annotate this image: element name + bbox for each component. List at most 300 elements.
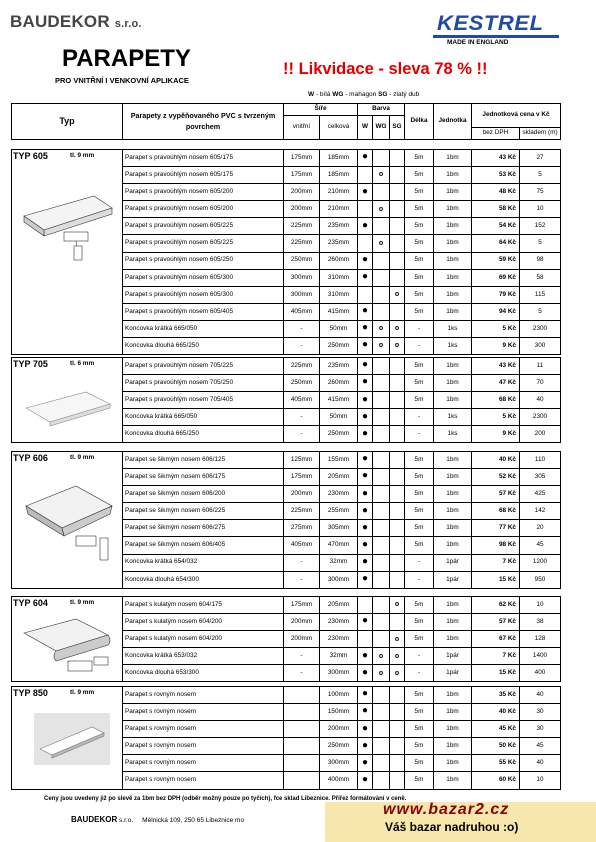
cell-price: 58 Kč [472,201,520,218]
cell-stock: 115 [520,286,561,303]
cell-wg: o [373,665,390,682]
cell-desc: Parapet s pravoúhlým nosem 605/200 [123,201,284,218]
footer-address-text: Mělnická 109, 250 65 Libeznice mo [142,817,245,824]
cell-stock: 2300 [520,409,561,426]
cell-w [358,201,373,218]
cell-wg [373,358,390,375]
cell-wg [373,409,390,426]
company-name-text: BAUDEKOR [10,12,110,31]
cell-unit: 1bm [434,452,472,469]
cell-wg [373,537,390,554]
cell-w [358,286,373,303]
cell-sg [390,503,405,520]
table-row [12,150,561,167]
cell-wg [373,392,390,409]
cell-sg: o [390,338,405,355]
cell-length: 5m [405,704,434,721]
cell-total: 415mm [320,392,358,409]
cell-unit: 1bm [434,738,472,755]
cell-desc: Parapet se šikmým nosem 606/175 [123,469,284,486]
cell-price: 5 Kč [472,409,520,426]
cell-total: 250mm [320,426,358,443]
cell-usable: 300mm [284,269,320,286]
cell-total: 100mm [320,687,358,704]
cell-wg [373,150,390,167]
cell-unit: 1bm [434,286,472,303]
cell-total: 300mm [320,665,358,682]
cell-total: 32mm [320,554,358,571]
cell-total: 230mm [320,614,358,631]
cell-usable: 225mm [284,235,320,252]
cell-unit: 1ks [434,338,472,355]
cell-desc: Parapet s pravoúhlým nosem 705/225 [123,358,284,375]
legend-sg-desc: - zlatý dub [387,91,420,98]
cell-unit: 1bm [434,303,472,320]
cell-w: ● [358,738,373,755]
cell-sg [390,167,405,184]
cell-usable: - [284,409,320,426]
cell-desc: Parapet s pravoúhlým nosem 605/225 [123,235,284,252]
cell-usable: 125mm [284,452,320,469]
cell-sg [390,469,405,486]
col-stock: skladem (m) [520,128,561,140]
type-thickness: tl. 9 mm [70,454,95,461]
cell-w: ● [358,150,373,167]
cell-desc: Koncovka krátká 654/032 [123,554,284,571]
cell-desc: Parapet se šikmým nosem 606/225 [123,503,284,520]
cell-usable: - [284,648,320,665]
cell-price: 79 Kč [472,286,520,303]
cell-usable: 275mm [284,520,320,537]
col-usable: vnitřní [284,116,320,140]
cell-sg [390,772,405,789]
cell-usable: 200mm [284,631,320,648]
cell-usable [284,687,320,704]
type-thickness: tl. 9 mm [70,689,95,696]
cell-total: 185mm [320,150,358,167]
cell-wg [373,554,390,571]
cell-desc: Koncovka dlouhá 665/250 [123,426,284,443]
cell-w [358,631,373,648]
footer-note: Ceny jsou uvedeny již po slevě za 1bm bez DPH (odběr možný pouze po tyčích), fce sklad Libeznice. Přířez formátování v ceně. [44,796,407,802]
type-cell [12,150,123,355]
cell-stock: 40 [520,687,561,704]
cell-w: ● [358,184,373,201]
cell-unit: 1bm [434,235,472,252]
cell-price: 47 Kč [472,375,520,392]
cell-desc: Koncovka krátká 665/050 [123,409,284,426]
cell-usable [284,772,320,789]
cell-wg [373,375,390,392]
cell-total: 155mm [320,452,358,469]
cell-sg [390,184,405,201]
cell-w: ● [358,721,373,738]
col-unit: Jednotka [434,104,472,140]
table-row [12,597,561,614]
cell-usable: 200mm [284,486,320,503]
cell-unit: 1bm [434,537,472,554]
cell-w: ● [358,665,373,682]
cell-sg: o [390,320,405,337]
cell-usable [284,721,320,738]
cell-total: 230mm [320,486,358,503]
cell-wg [373,721,390,738]
cell-usable [284,738,320,755]
type-cell [12,687,123,790]
cell-desc: Parapet s rovným nosem [123,755,284,772]
cell-w [358,167,373,184]
cell-sg [390,150,405,167]
cell-stock: 30 [520,721,561,738]
cell-stock: 400 [520,665,561,682]
cell-stock: 11 [520,358,561,375]
cell-length: 5m [405,687,434,704]
footer-company-suffix: s.r.o. [119,817,134,824]
cell-price: 55 Kč [472,755,520,772]
cell-sg [390,409,405,426]
cell-sg [390,375,405,392]
color-legend [308,91,419,98]
type-name: TYP 850 [13,688,48,698]
cell-price: 48 Kč [472,184,520,201]
cell-length: 5m [405,184,434,201]
profile-sketch-604 [16,613,116,681]
cell-wg [373,486,390,503]
cell-wg [373,503,390,520]
cell-stock: 45 [520,537,561,554]
cell-sg [390,201,405,218]
cell-price: 15 Kč [472,571,520,588]
cell-unit: 1bm [434,218,472,235]
type-name: TYP 604 [13,598,48,608]
cell-desc: Parapet s pravoúhlým nosem 605/300 [123,286,284,303]
cell-total: 305mm [320,520,358,537]
cell-unit: 1pár [434,554,472,571]
cell-unit: 1ks [434,426,472,443]
kestrel-logo [433,12,559,50]
cell-wg [373,571,390,588]
cell-length: - [405,571,434,588]
cell-sg: o [390,665,405,682]
cell-usable: 250mm [284,375,320,392]
cell-w: ● [358,614,373,631]
cell-desc: Parapet s rovným nosem [123,772,284,789]
cell-total: 415mm [320,303,358,320]
cell-unit: 1bm [434,721,472,738]
cell-desc: Parapet s pravoúhlým nosem 605/300 [123,269,284,286]
cell-desc: Parapet s rovným nosem [123,704,284,721]
cell-unit: 1bm [434,269,472,286]
cell-total: 255mm [320,503,358,520]
col-width: Šíře [284,104,358,116]
cell-sg [390,269,405,286]
cell-sg: o [390,597,405,614]
cell-unit: 1bm [434,503,472,520]
cell-stock: 305 [520,469,561,486]
cell-length: 5m [405,486,434,503]
cell-price: 40 Kč [472,452,520,469]
cell-wg [373,631,390,648]
legend-sg: SG [378,91,388,98]
cell-length: 5m [405,201,434,218]
cell-desc: Parapet s kulatým nosem 604/175 [123,597,284,614]
cell-total: 205mm [320,469,358,486]
cell-price: 53 Kč [472,167,520,184]
cell-length: 5m [405,252,434,269]
col-length: Délka [405,104,434,140]
col-typ: Typ [12,104,123,140]
table-row [12,687,561,704]
cell-w: ● [358,571,373,588]
cell-w: ● [358,503,373,520]
group-table-604 [11,596,561,682]
cell-sg [390,687,405,704]
cell-wg [373,286,390,303]
cell-desc: Parapet s pravoúhlým nosem 605/175 [123,150,284,167]
cell-unit: 1bm [434,687,472,704]
cell-unit: 1bm [434,252,472,269]
legend-w: W [308,91,315,98]
cell-usable: - [284,554,320,571]
type-name: TYP 605 [13,151,48,161]
cell-price: 7 Kč [472,648,520,665]
cell-stock: 10 [520,201,561,218]
cell-desc: Koncovka krátká 665/050 [123,320,284,337]
cell-wg [373,520,390,537]
cell-length: 5m [405,150,434,167]
cell-price: 5 Kč [472,320,520,337]
legend-wg: WG [332,91,344,98]
page-title: PARAPETY [62,45,191,72]
cell-total: 205mm [320,597,358,614]
type-thickness: tl. 9 mm [70,599,95,606]
cell-unit: 1bm [434,358,472,375]
col-wg: WG [373,116,390,140]
page-subtitle: PRO VNITŘNÍ I VENKOVNÍ APLIKACE [55,76,189,85]
cell-desc: Koncovka dlouhá 665/250 [123,338,284,355]
cell-usable: 200mm [284,614,320,631]
cell-unit: 1bm [434,755,472,772]
cell-price: 57 Kč [472,614,520,631]
cell-desc: Parapet s rovným nosem [123,721,284,738]
cell-length: 5m [405,537,434,554]
cell-total: 250mm [320,738,358,755]
cell-stock: 2300 [520,320,561,337]
table-row [12,358,561,375]
cell-usable: 405mm [284,392,320,409]
cell-stock: 58 [520,269,561,286]
cell-w: ● [358,687,373,704]
cell-sg [390,721,405,738]
cell-usable: 225mm [284,358,320,375]
cell-wg [373,252,390,269]
cell-total: 300mm [320,755,358,772]
cell-usable: - [284,665,320,682]
cell-sg [390,452,405,469]
bazar-watermark [325,802,596,842]
cell-stock: 45 [520,738,561,755]
cell-length: 5m [405,303,434,320]
cell-total: 260mm [320,252,358,269]
cell-w: ● [358,537,373,554]
cell-w: ● [358,320,373,337]
cell-usable: 175mm [284,597,320,614]
cell-stock: 152 [520,218,561,235]
cell-total: 235mm [320,218,358,235]
cell-desc: Parapet s pravoúhlým nosem 705/405 [123,392,284,409]
cell-unit: 1bm [434,167,472,184]
cell-length: 5m [405,631,434,648]
company-suffix: s.r.o. [114,18,142,30]
cell-sg [390,614,405,631]
type-cell [12,597,123,682]
cell-sg [390,755,405,772]
cell-usable: - [284,571,320,588]
cell-price: 62 Kč [472,597,520,614]
cell-wg: o [373,338,390,355]
cell-w: ● [358,392,373,409]
col-price: Jednotková cena v Kč [472,104,561,128]
cell-length: 5m [405,738,434,755]
cell-desc: Koncovka krátká 653/032 [123,648,284,665]
cell-stock: 40 [520,755,561,772]
cell-sg: o [390,631,405,648]
cell-unit: 1bm [434,520,472,537]
cell-wg [373,469,390,486]
cell-stock: 300 [520,338,561,355]
cell-length: 5m [405,520,434,537]
cell-wg [373,303,390,320]
cell-desc: Parapet s pravoúhlým nosem 705/250 [123,375,284,392]
cell-usable: 200mm [284,201,320,218]
cell-stock: 1200 [520,554,561,571]
cell-length: 5m [405,721,434,738]
cell-usable: - [284,426,320,443]
cell-unit: 1bm [434,150,472,167]
cell-wg [373,614,390,631]
cell-total: 230mm [320,631,358,648]
cell-w [358,597,373,614]
cell-unit: 1ks [434,320,472,337]
cell-length: 5m [405,597,434,614]
cell-sg [390,571,405,588]
cell-desc: Parapet s rovným nosem [123,687,284,704]
cell-stock: 10 [520,597,561,614]
cell-desc: Parapet s kulatým nosem 604/200 [123,614,284,631]
cell-total: 50mm [320,409,358,426]
cell-length: - [405,665,434,682]
footer-address [71,815,244,824]
cell-total: 300mm [320,571,358,588]
cell-desc: Parapet se šikmým nosem 606/405 [123,537,284,554]
cell-length: - [405,426,434,443]
cell-total: 235mm [320,358,358,375]
cell-sg [390,303,405,320]
cell-w: ● [358,303,373,320]
cell-stock: 70 [520,375,561,392]
cell-usable: 175mm [284,150,320,167]
cell-stock: 425 [520,486,561,503]
cell-price: 98 Kč [472,537,520,554]
profile-sketch-850 [34,713,110,767]
cell-wg [373,452,390,469]
cell-w: ● [358,469,373,486]
cell-desc: Parapet s pravoúhlým nosem 605/225 [123,218,284,235]
cell-stock: 200 [520,426,561,443]
cell-length: 5m [405,375,434,392]
cell-unit: 1bm [434,375,472,392]
cell-total: 470mm [320,537,358,554]
legend-w-desc: - bílá [314,91,333,98]
price-table-header [11,103,561,140]
cell-stock: 142 [520,503,561,520]
cell-stock: 5 [520,167,561,184]
cell-stock: 5 [520,235,561,252]
cell-wg [373,426,390,443]
cell-sg [390,486,405,503]
cell-price: 68 Kč [472,392,520,409]
cell-price: 67 Kč [472,631,520,648]
cell-wg: o [373,201,390,218]
cell-w: ● [358,426,373,443]
cell-unit: 1bm [434,597,472,614]
cell-length: 5m [405,503,434,520]
cell-unit: 1pár [434,648,472,665]
type-thickness: tl. 6 mm [70,360,95,367]
cell-price: 50 Kč [472,738,520,755]
cell-usable: 175mm [284,167,320,184]
col-desc: Parapety z vypěňovaného PVC s tvrzeným povrchem [123,104,284,140]
cell-desc: Parapet se šikmým nosem 606/125 [123,452,284,469]
cell-total: 210mm [320,184,358,201]
cell-wg [373,704,390,721]
cell-sg [390,704,405,721]
group-table-850 [11,686,561,790]
cell-total: 310mm [320,269,358,286]
cell-price: 40 Kč [472,704,520,721]
cell-unit: 1ks [434,409,472,426]
cell-length: 5m [405,235,434,252]
cell-desc: Parapet se šikmým nosem 606/275 [123,520,284,537]
cell-unit: 1pár [434,665,472,682]
promo-banner: !! Likvidace - sleva 78 % !! [283,60,488,78]
logo-word: KESTREL [437,12,544,35]
cell-price: 9 Kč [472,426,520,443]
cell-price: 57 Kč [472,486,520,503]
company-name [10,12,142,32]
cell-length: 5m [405,167,434,184]
watermark-tagline: Váš bazar nadruhou :o) [385,820,519,834]
cell-length: 5m [405,469,434,486]
cell-sg [390,537,405,554]
cell-w: ● [358,772,373,789]
profile-sketch-605 [16,186,116,268]
cell-price: 9 Kč [472,338,520,355]
cell-w: ● [358,520,373,537]
cell-sg [390,554,405,571]
cell-desc: Parapet s pravoúhlým nosem 605/200 [123,184,284,201]
cell-wg: o [373,648,390,665]
cell-length: - [405,320,434,337]
type-cell [12,358,123,443]
cell-wg [373,597,390,614]
cell-total: 260mm [320,375,358,392]
cell-unit: 1bm [434,184,472,201]
cell-price: 77 Kč [472,520,520,537]
cell-length: - [405,554,434,571]
type-name: TYP 606 [13,453,48,463]
cell-sg [390,426,405,443]
